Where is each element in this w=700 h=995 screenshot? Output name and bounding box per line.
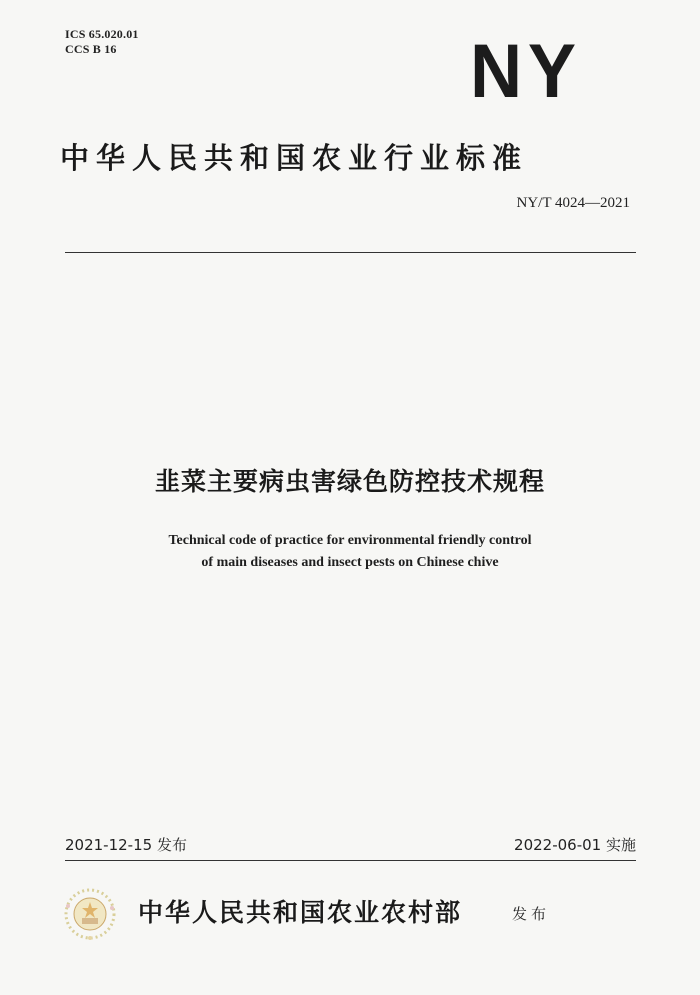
bottom-divider <box>65 860 636 861</box>
issuer-suffix: 发布 <box>512 905 551 923</box>
standard-category: 中华人民共和国农业行业标准 <box>60 141 529 175</box>
title-english-line-2: of main diseases and insect pests on Chinese chive <box>201 555 499 570</box>
ccs-code: CCS B 16 <box>65 42 117 56</box>
issue-date: 2021-12-15 发布 <box>65 836 187 854</box>
national-emblem-icon <box>60 884 120 944</box>
effective-date: 2022-06-01 实施 <box>514 836 636 854</box>
standard-number: NY/T 4024—2021 <box>516 195 630 211</box>
title-english-line-1: Technical code of practice for environmental friendly control <box>168 533 532 548</box>
title-chinese: 韭菜主要病虫害绿色防控技术规程 <box>154 467 545 496</box>
title-english <box>0 530 700 574</box>
top-divider <box>65 252 636 253</box>
issuer-name: 中华人民共和国农业农村部 <box>138 898 463 927</box>
ics-code: ICS 65.020.01 <box>65 27 139 41</box>
ny-logo: NY <box>470 29 582 114</box>
